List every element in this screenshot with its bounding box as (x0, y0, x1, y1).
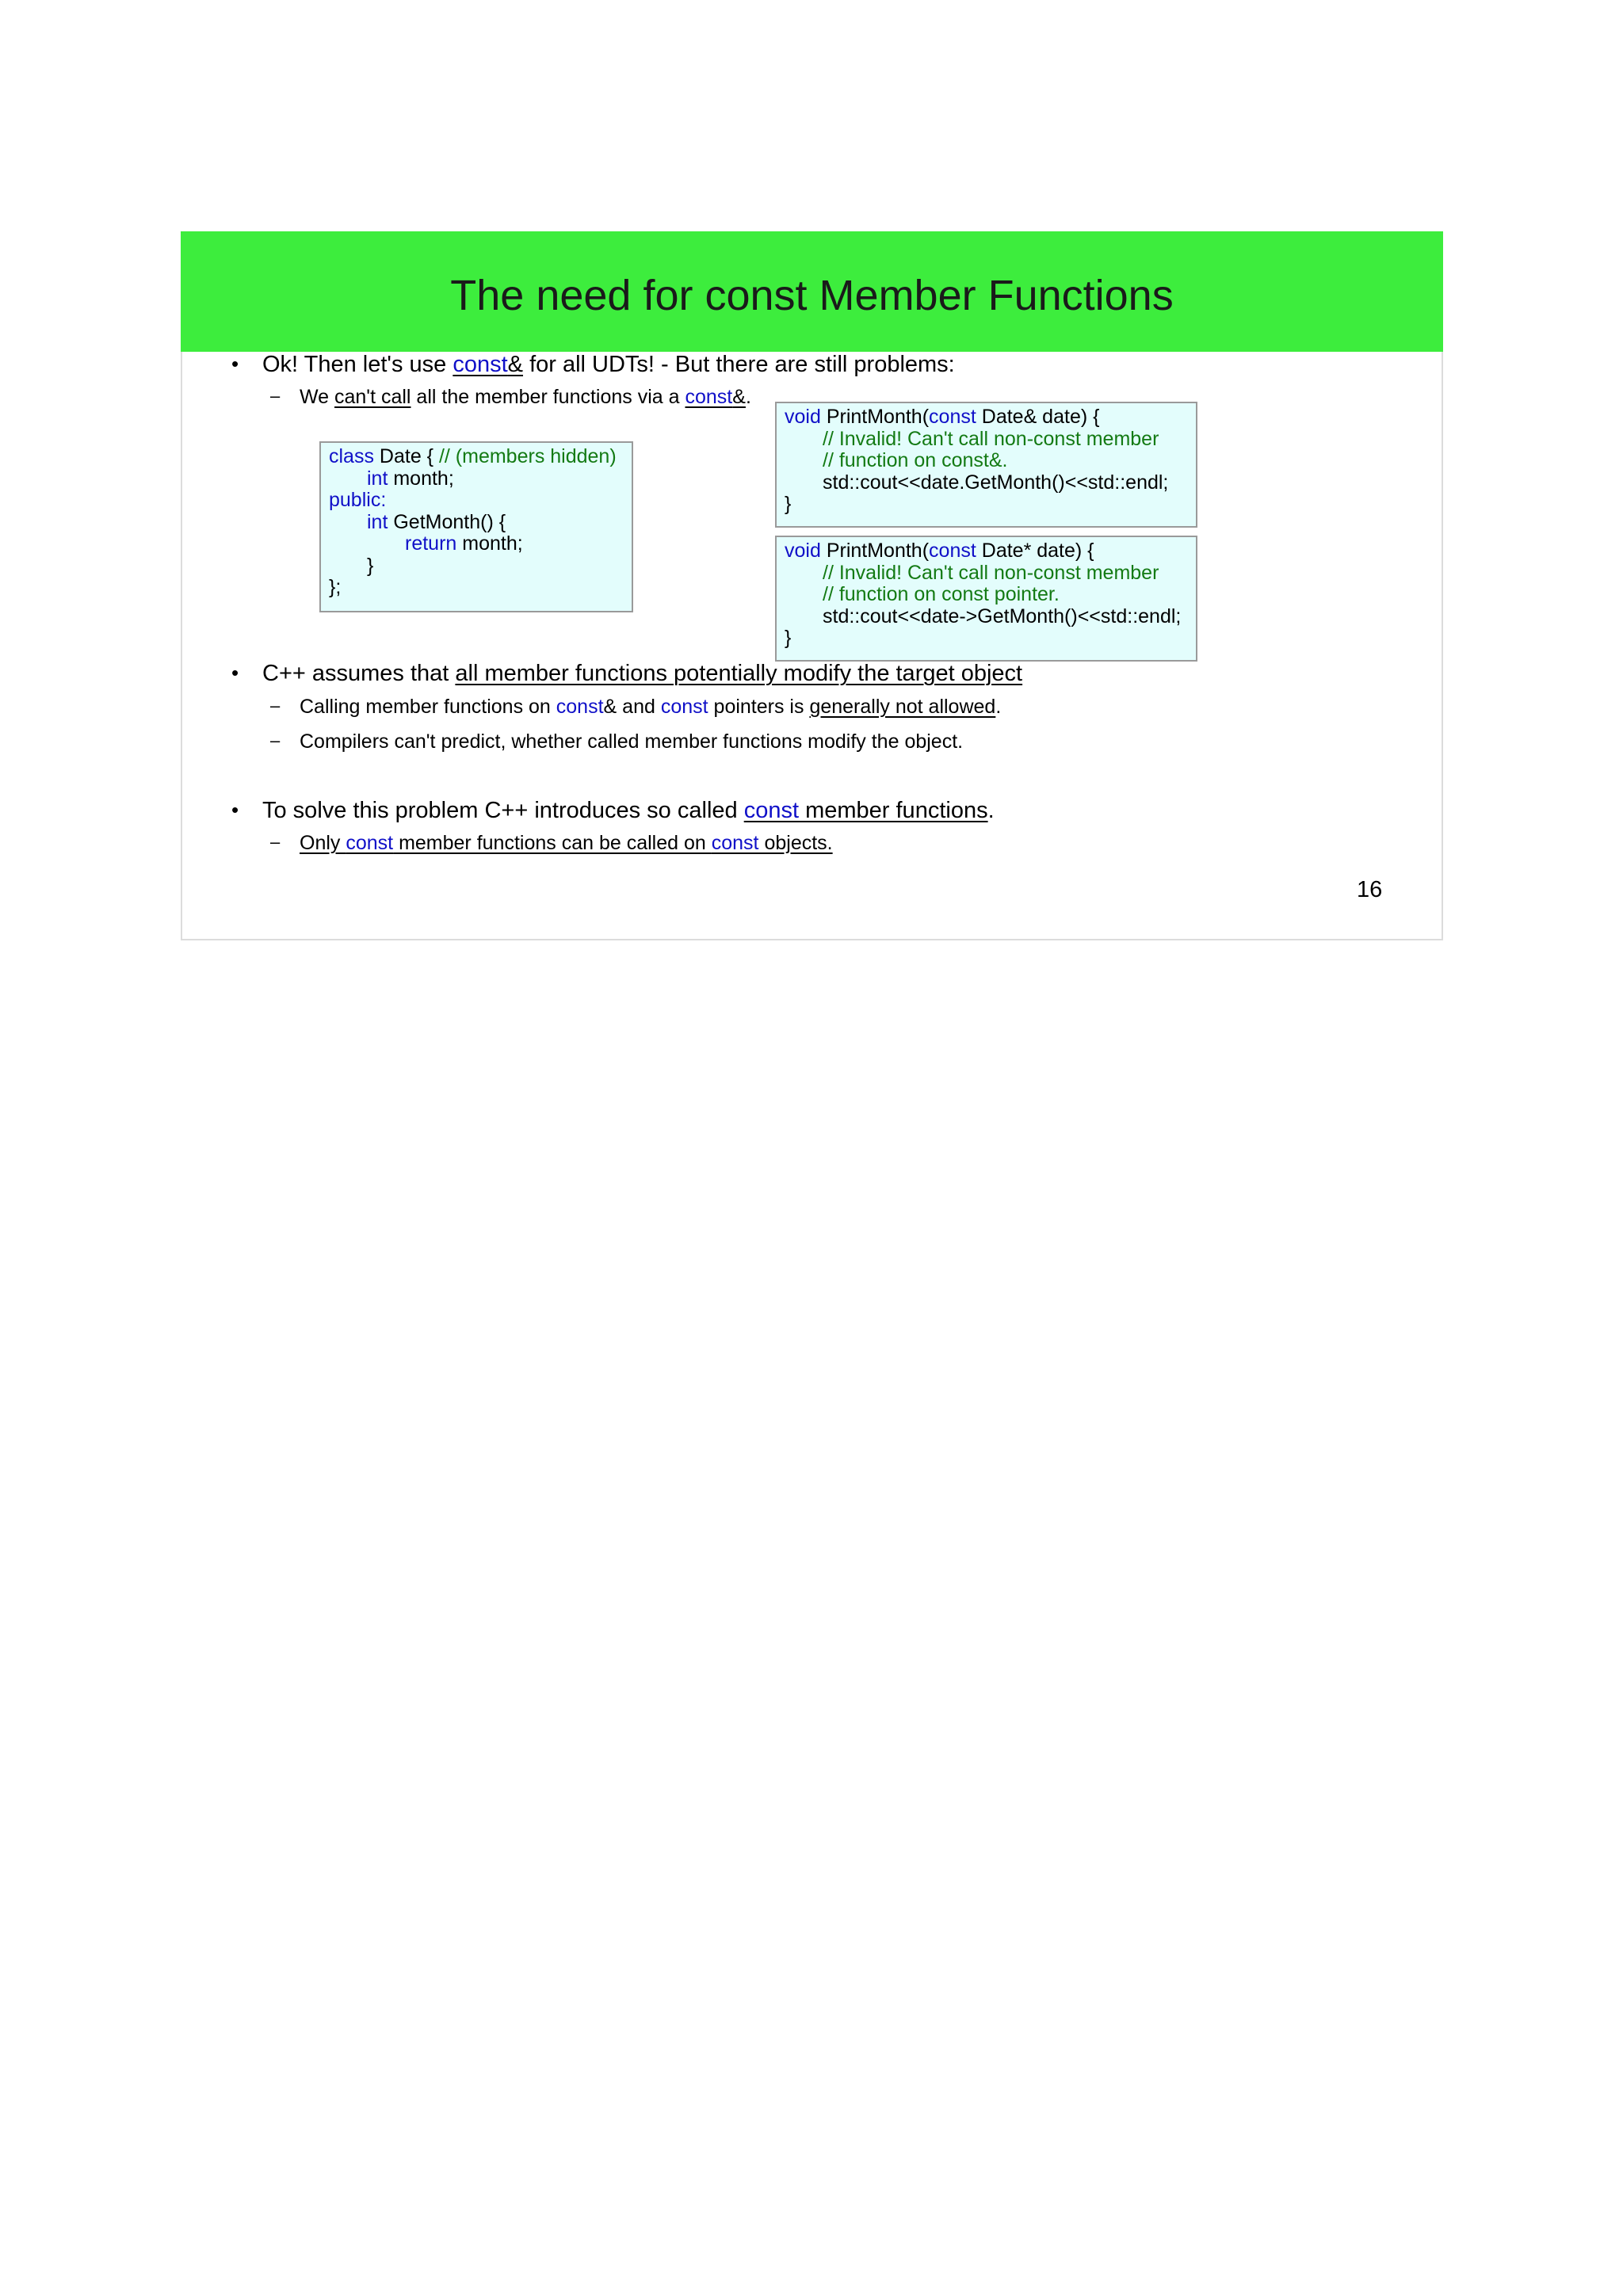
code-comment: // Invalid! Can't call non-const member (823, 427, 1159, 450)
code-comment: // function on const&. (823, 449, 1008, 471)
sub-1-1-post: . (745, 386, 751, 408)
code-text: }; (329, 576, 342, 598)
sub-bullet-1-1-text (300, 385, 751, 409)
sub-3-1-text: objects. (758, 832, 833, 854)
sub-2-1-pre: Calling member functions on (300, 696, 556, 718)
sub-2-1-keyword: const (556, 696, 604, 718)
sub-bullet-3-1-text (300, 831, 833, 855)
code-keyword: public: (329, 489, 387, 511)
dash-marker: – (270, 696, 281, 715)
dash-marker: – (270, 832, 281, 852)
sub-3-1-text: member functions can be called on (393, 832, 712, 854)
code-text: } (785, 627, 792, 649)
code-keyword: const (929, 406, 976, 428)
page-number: 16 (1357, 877, 1383, 902)
dash-marker: – (270, 386, 281, 406)
code-keyword: void (785, 406, 821, 428)
code-line (329, 555, 624, 578)
bullet-3-pre: To solve this problem C++ introduces so called (262, 798, 744, 823)
code-keyword: int (367, 510, 388, 533)
sub-2-1-mid: & and (603, 696, 661, 718)
code-keyword: const (929, 540, 976, 562)
code-text: std::cout<<date.GetMonth()<<std::endl; (823, 471, 1169, 494)
code-line (785, 406, 1188, 429)
sub-2-1-mid: pointers is (708, 696, 810, 718)
sub-1-1-keyword: const (685, 386, 733, 408)
bullet-3-text (262, 797, 995, 824)
code-keyword: void (785, 540, 821, 562)
code-box-printmonth-pointer (775, 536, 1197, 662)
code-line (329, 490, 624, 512)
sub-2-1-keyword: const (660, 696, 708, 718)
sub-1-1-mid: all the member functions via a (411, 386, 685, 408)
code-line (329, 468, 624, 490)
sub-bullet-2-1-text (300, 695, 1001, 719)
bullet-3-underlined: member functions (799, 798, 988, 823)
code-comment: // function on const pointer. (823, 583, 1060, 605)
bullet-1-amp: & (507, 352, 524, 377)
code-line (329, 577, 624, 599)
code-line (329, 446, 624, 468)
code-text: month; (456, 532, 523, 555)
code-box-printmonth-ref (775, 402, 1197, 528)
dash-marker: – (270, 730, 281, 750)
bullet-2-pre: C++ assumes that (262, 661, 456, 686)
sub-3-1-keyword: const (346, 832, 394, 854)
bullet-3-const-member-functions (744, 798, 988, 823)
sub-2-1-underlined: generally not allowed (809, 696, 996, 718)
bullet-1-text (262, 351, 955, 378)
bullet-marker: • (231, 352, 239, 376)
code-text: Date& date) { (976, 406, 1100, 428)
sub-3-1-text: Only (300, 832, 346, 854)
code-text: } (367, 554, 374, 577)
sub-1-1-amp: & (732, 386, 746, 408)
bullet-1-keyword: const (453, 352, 508, 377)
bullet-3-keyword: const (743, 798, 800, 823)
code-text: Date* date) { (976, 540, 1094, 562)
slide-title: The need for const Member Functions (450, 272, 1174, 319)
code-comment: // Invalid! Can't call non-const member (823, 561, 1159, 584)
bullet-1-pre: Ok! Then let's use (262, 352, 453, 377)
bullet-2-underlined: all member functions potentially modify the target object (455, 661, 1023, 686)
code-line (329, 533, 624, 555)
code-line (785, 540, 1188, 563)
code-box-date-class (319, 441, 633, 612)
bullet-2-text (262, 660, 1022, 687)
bullet-1-const-ref (453, 352, 523, 377)
sub-1-1-pre: We (300, 386, 334, 408)
sub-1-1-underlined: can't call (334, 386, 411, 408)
code-text: GetMonth() { (388, 510, 506, 533)
code-keyword: class (329, 445, 374, 467)
code-text: std::cout<<date->GetMonth()<<std::endl; (823, 605, 1182, 627)
sub-bullet-2-2-text: Compilers can't predict, whether called member functions modify the object. (300, 730, 964, 753)
code-text: month; (388, 467, 454, 490)
sub-3-1-keyword: const (711, 832, 759, 854)
code-line (329, 512, 624, 534)
code-text: } (785, 493, 792, 515)
bullet-marker: • (231, 798, 239, 822)
code-text: PrintMonth( (820, 406, 930, 428)
code-comment: // (members hidden) (438, 445, 617, 467)
sub-1-1-const-ref (685, 386, 745, 408)
code-keyword: int (367, 467, 388, 490)
bullet-3-post: . (987, 798, 995, 823)
title-bar (181, 231, 1443, 352)
code-keyword: return (405, 532, 457, 555)
bullet-marker: • (231, 661, 239, 685)
code-text: PrintMonth( (820, 540, 930, 562)
bullet-1-post: for all UDTs! - But there are still problems: (523, 352, 955, 377)
sub-2-1-post: . (995, 696, 1002, 718)
code-text: Date { (373, 445, 439, 467)
